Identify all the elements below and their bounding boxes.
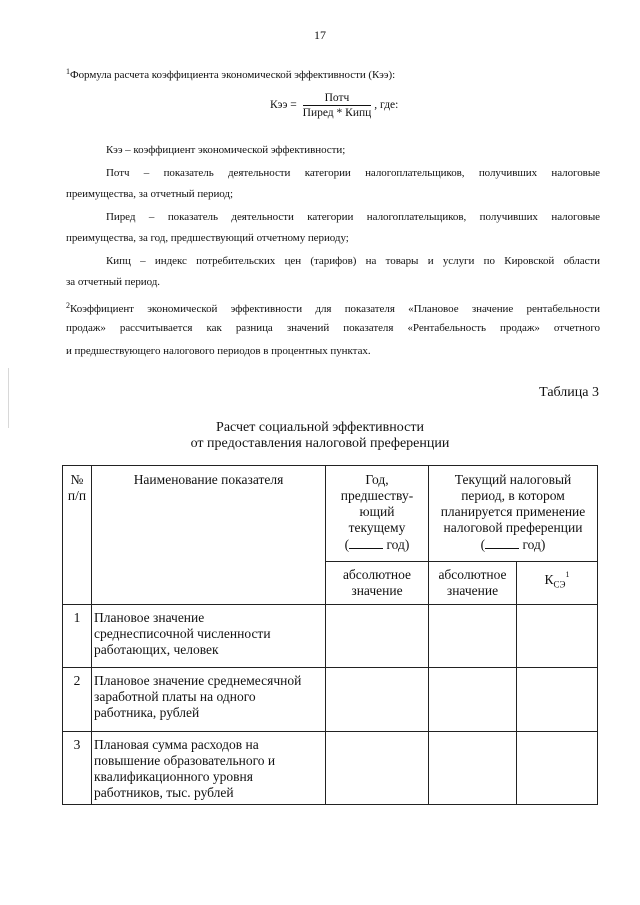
header-prev-line-1: Год, xyxy=(365,472,389,487)
cell-current-value xyxy=(429,732,517,805)
cell-prev-value xyxy=(326,605,429,668)
footnote-2-marker: 2 xyxy=(66,301,70,310)
definition-kee: Кээ – коэффициент экономической эффективности; xyxy=(106,144,346,156)
header-prev-absolute: абсолютное значение xyxy=(326,562,429,605)
formula-lhs: Кээ = xyxy=(270,99,297,112)
row-number: 1 xyxy=(63,605,92,668)
definition-pred: Пиред – показатель деятельности категории налогоплательщиков, получивших налоговые xyxy=(106,211,600,223)
row-indicator: Плановое значение среднемесячной заработной платы на одного работника, рублей xyxy=(92,668,326,732)
table-row xyxy=(63,668,598,732)
row-indicator: Плановая сумма расходов на повышение образовательного и квалификационного уровня работников, тыс. рублей xyxy=(92,732,326,805)
table-title xyxy=(0,420,640,452)
header-current-line-3: планируется применение xyxy=(440,504,586,519)
header-prev-line-3: ющий xyxy=(359,504,395,519)
footnote-2-line-3: и предшествующего налогового периодов в процентных пунктах. xyxy=(66,345,371,357)
formula-numerator: Потч xyxy=(303,92,372,106)
cell-prev-value xyxy=(326,668,429,732)
table-title-line-1: Расчет социальной эффективности xyxy=(216,420,424,435)
header-current-line-1: Текущий налоговый xyxy=(454,472,572,487)
header-indicator-name-text: Наименование показателя xyxy=(133,472,284,487)
year-blank-line xyxy=(349,536,383,549)
header-previous-year xyxy=(326,466,429,562)
cell-current-value xyxy=(429,668,517,732)
formula-denominator: Пиред * Кипц xyxy=(302,107,372,119)
header-current-line-2: период, в котором xyxy=(461,488,565,503)
year-blank-line xyxy=(485,536,519,549)
definition-kipc: Кипц – индекс потребительских цен (тарифов) на товары и услуги по Кировской области xyxy=(106,255,600,267)
formula-suffix: , где: xyxy=(374,99,399,112)
header-current-year-blank: ( год) xyxy=(480,537,546,552)
footnote-1-marker: 1 xyxy=(66,67,70,76)
table-title-line-2: от предоставления налоговой преференции xyxy=(190,436,450,451)
table-row xyxy=(63,732,598,805)
formula-fraction xyxy=(303,92,372,119)
footnote-2-text-1: Коэффициент экономической эффективности для показателя «Плановое значение рентабельности xyxy=(69,303,600,315)
definition-potch-cont: преимущества, за отчетный период; xyxy=(66,188,233,200)
header-prev-line-2: предшеству- xyxy=(340,488,414,503)
header-number-sign: № xyxy=(70,472,84,487)
header-number-abbr: п/п xyxy=(67,488,87,503)
header-current-line-4: налоговой преференции xyxy=(443,520,583,535)
definition-pred-cont: преимущества, за год, предшествующий отчетному периоду; xyxy=(66,232,349,244)
scan-margin-mark xyxy=(8,368,9,428)
footnote-1-intro-text: Формула расчета коэффициента экономической эффективности (Кээ): xyxy=(69,69,396,81)
cell-prev-value xyxy=(326,732,429,805)
header-ksoc xyxy=(517,562,598,605)
header-current-absolute: абсолютное значение xyxy=(429,562,517,605)
header-number xyxy=(63,466,92,605)
footnote-1-intro xyxy=(66,64,606,83)
ksoc-symbol: $К_{СЭ}^1$ xyxy=(544,570,570,590)
row-indicator: Плановое значение среднесписочной численности работающих, человек xyxy=(92,605,326,668)
header-prev-line-4: текущему xyxy=(348,520,406,535)
header-prev-year-blank: ( год) xyxy=(344,537,410,552)
footnote-2-line-1 xyxy=(66,298,600,317)
table-row xyxy=(63,605,598,668)
header-indicator-name xyxy=(92,466,326,605)
social-efficiency-table xyxy=(62,465,598,805)
row-number: 3 xyxy=(63,732,92,805)
definition-potch: Потч – показатель деятельности категории налогоплательщиков, получивших налоговые xyxy=(106,167,600,179)
table-label: Таблица 3 xyxy=(539,385,599,400)
footnote-2-line-2: продаж» рассчитывается как разница значений показателя «Рентабельность продаж» отчетного xyxy=(66,322,600,334)
cell-ksoc-value xyxy=(517,732,598,805)
definition-kipc-cont: за отчетный период. xyxy=(66,276,161,288)
cell-ksoc-value xyxy=(517,605,598,668)
page-number: 17 xyxy=(314,28,326,42)
cell-current-value xyxy=(429,605,517,668)
efficiency-formula xyxy=(270,92,398,119)
row-number: 2 xyxy=(63,668,92,732)
cell-ksoc-value xyxy=(517,668,598,732)
header-current-period xyxy=(429,466,598,562)
